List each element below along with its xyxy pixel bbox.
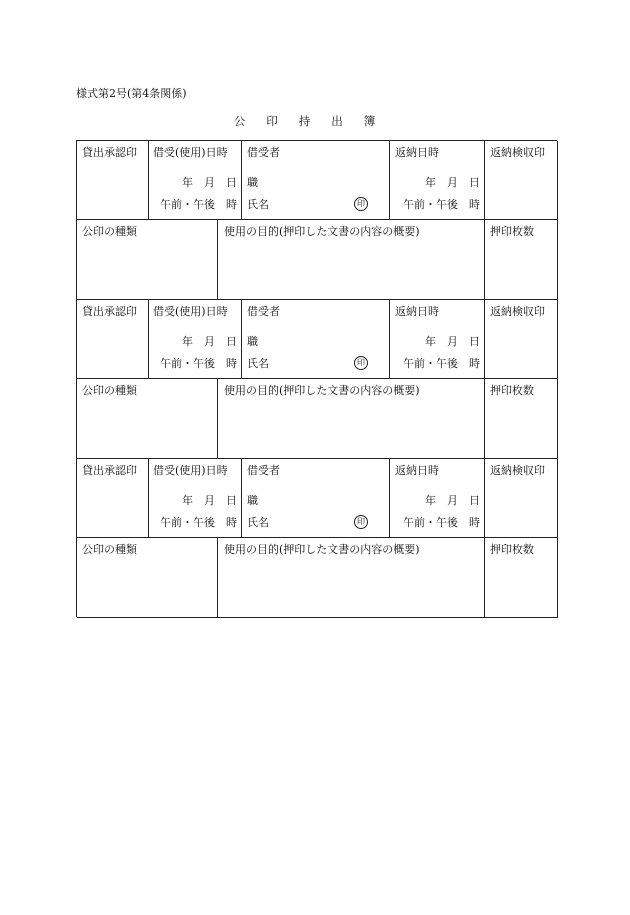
seal-type-cell[interactable] (77, 379, 218, 459)
purpose-label: 使用の目的(押印した文書の内容の概要) (224, 225, 420, 238)
return-ampm-time: 午前・午後 時 (403, 357, 480, 370)
return-datetime-label: 返納日時 (395, 464, 439, 477)
seal-type-label: 公印の種類 (82, 225, 137, 238)
seal-type-cell[interactable] (77, 538, 218, 618)
borrow-datetime-label: 借受(使用)日時 (153, 464, 228, 477)
stamp-count-cell[interactable] (485, 220, 558, 300)
borrow-date-ymd: 年 月 日 (182, 335, 237, 348)
stamp-count-label: 押印枚数 (490, 543, 534, 556)
purpose-label: 使用の目的(押印した文書の内容の概要) (224, 384, 420, 397)
return-datetime-label: 返納日時 (395, 146, 439, 159)
position-label: 職 (247, 494, 258, 507)
approval-label: 貸出承認印 (82, 305, 137, 318)
approval-seal-cell[interactable] (77, 141, 149, 220)
borrow-datetime-cell[interactable] (149, 459, 242, 538)
seal-type-label: 公印の種類 (82, 543, 137, 556)
return-date-ymd: 年 月 日 (425, 176, 480, 189)
approval-label: 貸出承認印 (82, 464, 137, 477)
borrow-datetime-cell[interactable] (149, 141, 242, 220)
stamp-count-label: 押印枚数 (490, 384, 534, 397)
borrow-date-ymd: 年 月 日 (182, 176, 237, 189)
borrower-cell[interactable] (242, 141, 390, 220)
borrower-label: 借受者 (247, 464, 280, 477)
return-check-seal-cell[interactable] (485, 459, 558, 538)
document-title: 公印持出簿 (233, 114, 397, 128)
return-datetime-label: 返納日時 (395, 305, 439, 318)
return-check-seal-cell[interactable] (485, 141, 558, 220)
approval-label: 貸出承認印 (82, 146, 137, 159)
stamp-count-label: 押印枚数 (490, 225, 534, 238)
name-label: 氏名 (247, 516, 269, 529)
purpose-cell[interactable] (218, 538, 485, 618)
seal-type-label: 公印の種類 (82, 384, 137, 397)
return-ampm-time: 午前・午後 時 (403, 516, 480, 529)
stamp-count-cell[interactable] (485, 538, 558, 618)
purpose-cell[interactable] (218, 379, 485, 459)
borrow-ampm-time: 午前・午後 時 (160, 357, 237, 370)
borrow-ampm-time: 午前・午後 時 (160, 516, 237, 529)
approval-seal-cell[interactable] (77, 300, 149, 379)
return-datetime-cell[interactable] (390, 300, 485, 379)
seal-type-cell[interactable] (77, 220, 218, 300)
return-datetime-cell[interactable] (390, 459, 485, 538)
borrow-datetime-cell[interactable] (149, 300, 242, 379)
return-date-ymd: 年 月 日 (425, 494, 480, 507)
approval-seal-cell[interactable] (77, 459, 149, 538)
ledger-table (76, 140, 557, 617)
borrower-label: 借受者 (247, 146, 280, 159)
borrow-datetime-label: 借受(使用)日時 (153, 305, 228, 318)
return-date-ymd: 年 月 日 (425, 335, 480, 348)
borrow-ampm-time: 午前・午後 時 (160, 198, 237, 211)
position-label: 職 (247, 335, 258, 348)
borrow-date-ymd: 年 月 日 (182, 494, 237, 507)
purpose-cell[interactable] (218, 220, 485, 300)
name-label: 氏名 (247, 198, 269, 211)
return-check-label: 返納検収印 (490, 146, 545, 159)
return-check-label: 返納検収印 (490, 464, 545, 477)
borrower-cell[interactable] (242, 459, 390, 538)
return-check-seal-cell[interactable] (485, 300, 558, 379)
borrow-datetime-label: 借受(使用)日時 (153, 146, 228, 159)
return-ampm-time: 午前・午後 時 (403, 198, 480, 211)
form-reference: 様式第2号(第4条関係) (76, 87, 187, 100)
borrower-cell[interactable] (242, 300, 390, 379)
name-label: 氏名 (247, 357, 269, 370)
borrower-label: 借受者 (247, 305, 280, 318)
return-check-label: 返納検収印 (490, 305, 545, 318)
seal-mark-icon: 印 (354, 197, 368, 211)
stamp-count-cell[interactable] (485, 379, 558, 459)
seal-mark-icon: 印 (354, 515, 368, 529)
seal-mark-icon: 印 (354, 356, 368, 370)
position-label: 職 (247, 176, 258, 189)
purpose-label: 使用の目的(押印した文書の内容の概要) (224, 543, 420, 556)
return-datetime-cell[interactable] (390, 141, 485, 220)
